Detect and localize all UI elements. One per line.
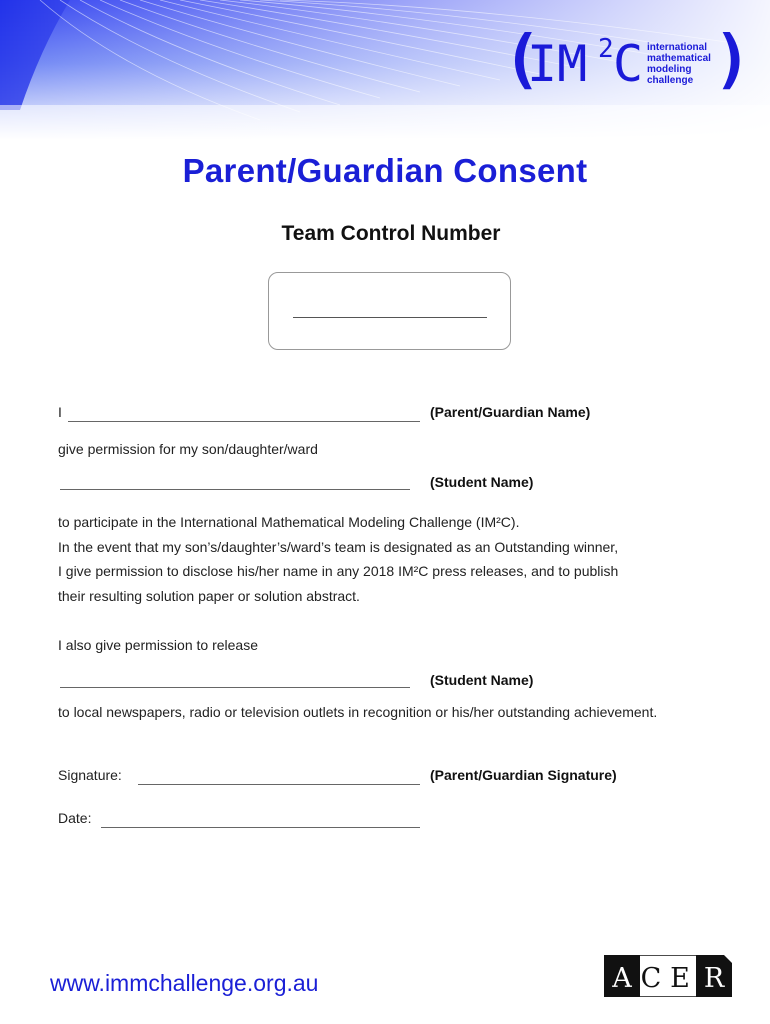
team-control-number-line bbox=[293, 317, 487, 318]
local-newspapers-text: to local newspapers, radio or television outlets in recognition or his/her outstanding achievement. bbox=[58, 704, 658, 720]
student-name-field-2[interactable] bbox=[60, 687, 410, 688]
logo-close-paren: ) bbox=[713, 23, 752, 97]
logo-word: challenge bbox=[647, 75, 694, 86]
signature-label: Signature: bbox=[58, 767, 122, 783]
paragraph-line: their resulting solution paper or solution abstract. bbox=[58, 587, 360, 604]
page-title: Parent/Guardian Consent bbox=[182, 152, 588, 189]
logo-word: mathematical bbox=[647, 53, 711, 64]
paragraph-line: I give permission to disclose his/her name in any 2018 IM²C press releases, and to publish bbox=[58, 563, 619, 579]
also-permission-text: I also give permission to release bbox=[58, 637, 258, 653]
team-control-number-heading: Team Control Number bbox=[281, 222, 501, 245]
give-permission-text: give permission for my son/daughter/ward bbox=[58, 441, 318, 457]
consent-paragraph bbox=[58, 510, 618, 608]
svg-text:R: R bbox=[703, 963, 725, 994]
date-field[interactable] bbox=[101, 827, 420, 828]
signature-note: (Parent/Guardian Signature) bbox=[430, 767, 617, 783]
parent-name-field[interactable] bbox=[68, 421, 420, 422]
paragraph-line: In the event that my son’s/daughter’s/ward’s team is designated as an Outstanding winner, bbox=[58, 538, 619, 555]
paragraph-line: to participate in the International Mathematical Modeling Challenge (IM²C). bbox=[58, 514, 520, 530]
logo-word: modeling bbox=[647, 64, 692, 75]
logo-superscript: 2 bbox=[598, 34, 614, 64]
logo-words bbox=[647, 42, 711, 86]
student-name-label-2: (Student Name) bbox=[430, 672, 534, 688]
student-name-field[interactable] bbox=[60, 489, 410, 490]
website-link[interactable]: www.immchallenge.org.au bbox=[50, 970, 319, 996]
logo-word: international bbox=[647, 42, 708, 53]
student-name-label: (Student Name) bbox=[430, 474, 534, 490]
date-label: Date: bbox=[58, 810, 92, 826]
team-control-number-box[interactable] bbox=[268, 272, 511, 350]
logo-c-text: C bbox=[613, 35, 644, 93]
svg-text:C: C bbox=[640, 963, 662, 994]
svg-text:E: E bbox=[670, 963, 690, 994]
parent-name-label: (Parent/Guardian Name) bbox=[430, 404, 591, 420]
im2c-logo bbox=[503, 23, 752, 100]
signature-field[interactable] bbox=[138, 784, 420, 785]
i-label: I bbox=[58, 404, 62, 420]
acer-logo bbox=[604, 955, 732, 997]
svg-text:A: A bbox=[612, 963, 632, 994]
logo-open-paren: ( bbox=[503, 23, 542, 97]
logo-im-text: IM bbox=[527, 35, 588, 93]
